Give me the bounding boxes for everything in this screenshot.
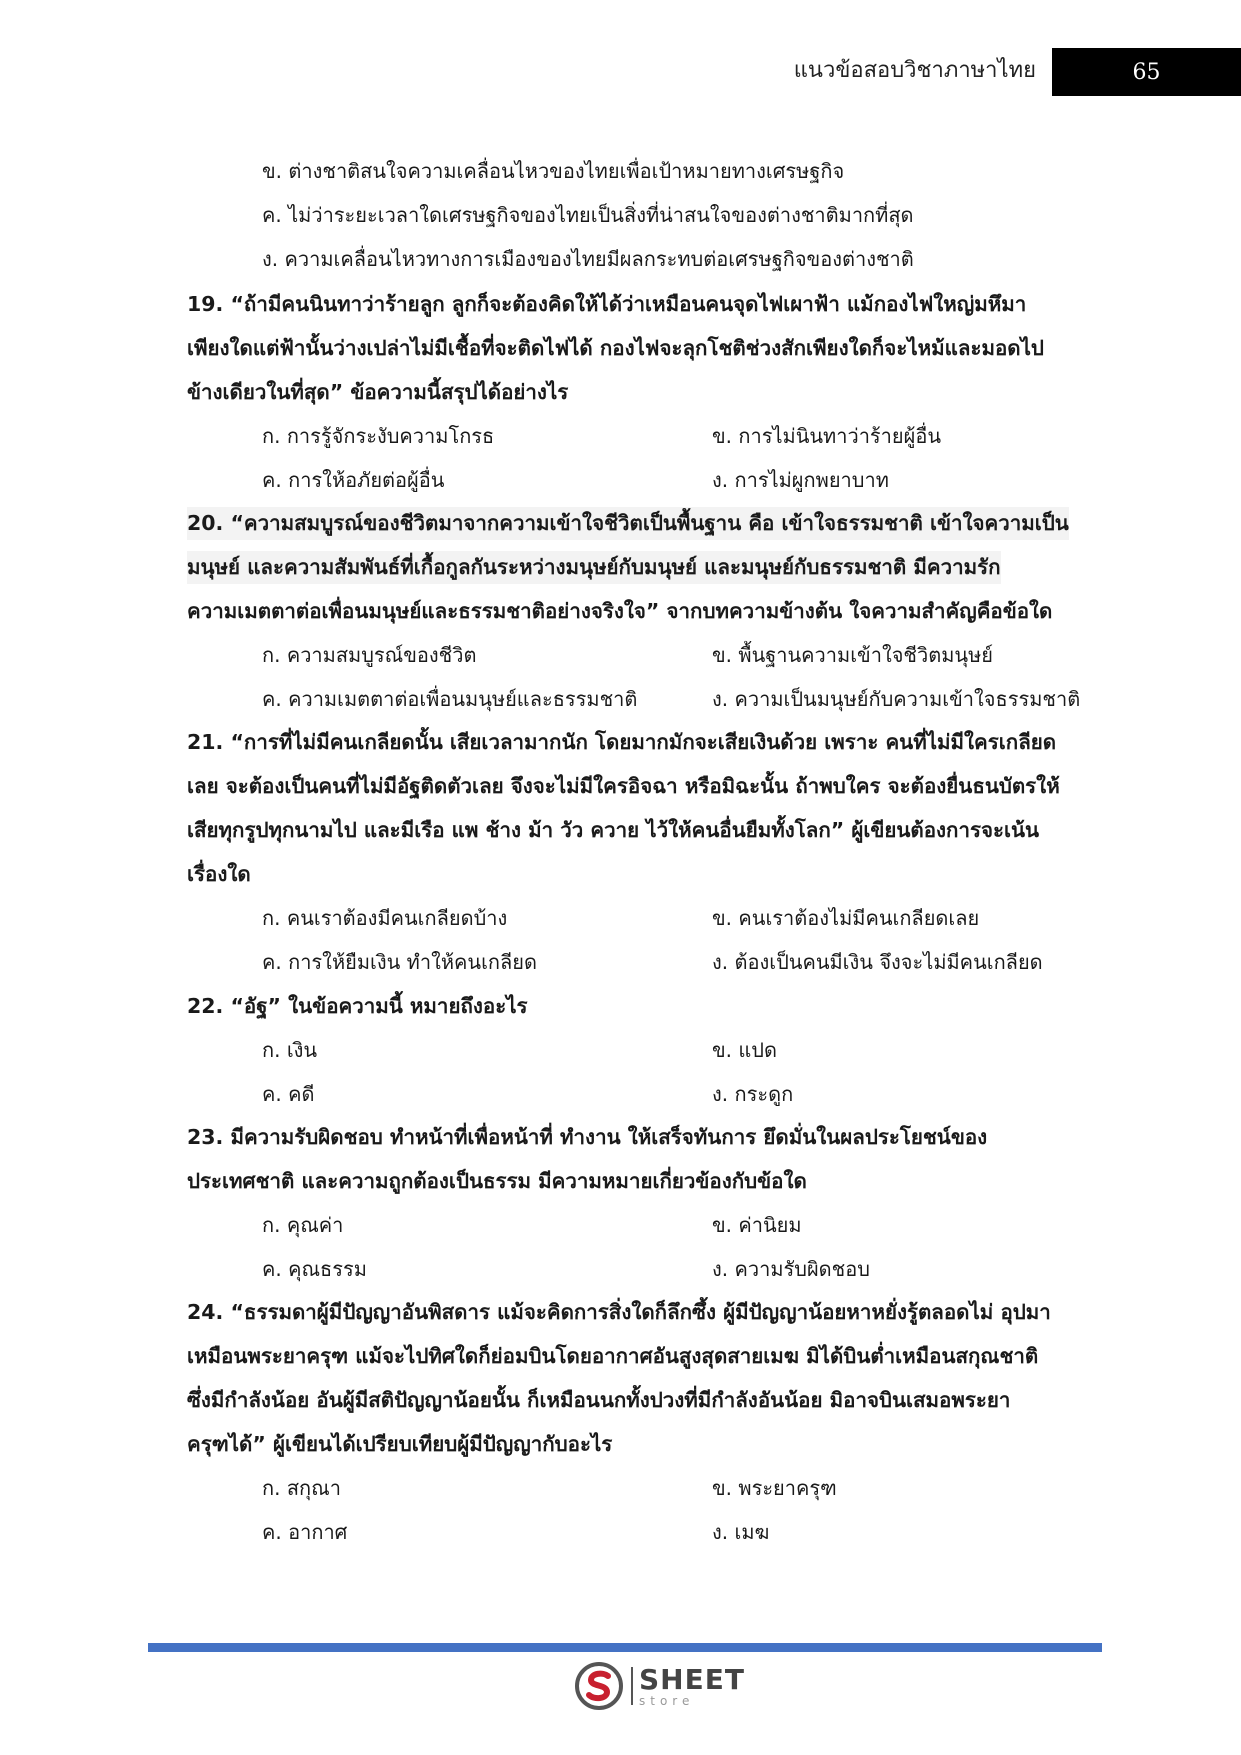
option-a: ก. สกุณา	[262, 1476, 341, 1500]
option-d: ง. การไม่ผูกพยาบาท	[712, 468, 889, 492]
question-line: ครุฑได้” ผู้เขียนได้เปรียบเทียบผู้มีปัญญากับอะไร	[187, 1432, 613, 1456]
question-line: เพียงใดแต่ฟ้านั้นว่างเปล่าไม่มีเชื้อที่จะติดไฟได้ กองไฟจะลุกโชติช่วงสักเพียงใดก็จะไหม้และมอดไป	[187, 336, 1044, 360]
page-number: 65	[1132, 59, 1161, 85]
option-b: ข. แปด	[712, 1038, 777, 1062]
option-c: ค. ความเมตตาต่อเพื่อนมนุษย์และธรรมชาติ	[262, 687, 638, 711]
logo-text	[639, 1662, 745, 1708]
option-c: ค. การให้อภัยต่อผู้อื่น	[262, 468, 445, 492]
option-d: ง. ความรับผิดชอบ	[712, 1257, 870, 1281]
question-line: เหมือนพระยาครุฑ แม้จะไปทิศใดก็ย่อมบินโดยอากาศอันสูงสุดสายเมฆ มิได้บินต่ำเหมือนสกุณชาติ	[187, 1344, 1039, 1368]
question-line: ซึ่งมีกำลังน้อย อันผู้มีสติปัญญาน้อยนั้น ก็เหมือนนกทั้งปวงที่มีกำลังอันน้อย มิอาจบินเสมอพระยา	[187, 1388, 1011, 1412]
option-d: ง. ความเป็นมนุษย์กับความเข้าใจธรรมชาติ	[712, 687, 1081, 711]
option-a: ก. ความสมบูรณ์ของชีวิต	[262, 643, 477, 667]
sheet-s-icon	[575, 1662, 623, 1710]
question-line: 23. มีความรับผิดชอบ ทำหน้าที่เพื่อหน้าที่ ทำงาน ให้เสร็จทันการ ยึดมั่นในผลประโยชน์ของ	[187, 1125, 988, 1149]
question-line: เรื่องใด	[187, 862, 251, 886]
option-c: ค. คดี	[262, 1082, 315, 1106]
option-a: ก. คุณค่า	[262, 1213, 344, 1237]
question-line: เสียทุกรูปทุกนามไป และมีเรือ แพ ช้าง ม้า วัว ควาย ไว้ให้คนอื่นยืมทั้งโลก” ผู้เขียนต้องการจะเน้น	[187, 818, 1040, 842]
option-b: ข. พระยาครุฑ	[712, 1476, 837, 1500]
logo-separator	[631, 1667, 633, 1705]
option-c: ค. คุณธรรม	[262, 1257, 367, 1281]
header-title: แนวข้อสอบวิชาภาษาไทย	[793, 58, 1036, 83]
question-line: ข้างเดียวในที่สุด” ข้อความนี้สรุปได้อย่างไร	[187, 380, 569, 404]
option-c: ค. การให้ยืมเงิน ทำให้คนเกลียด	[262, 950, 537, 974]
question-line: ประเทศชาติ และความถูกต้องเป็นธรรม มีความหมายเกี่ยวข้องกับข้อใด	[187, 1169, 807, 1193]
option-line: ข. ต่างชาติสนใจความเคลื่อนไหวของไทยเพื่อเป้าหมายทางเศรษฐกิจ	[262, 159, 845, 183]
option-d: ง. ต้องเป็นคนมีเงิน จึงจะไม่มีคนเกลียด	[712, 950, 1043, 974]
question-line: 24. “ธรรมดาผู้มีปัญญาอันพิสดาร แม้จะคิดการสิ่งใดก็ลึกซึ้ง ผู้มีปัญญาน้อยหาหยั่งรู้ตลอดไม่ อุปมา	[187, 1300, 1051, 1324]
option-a: ก. คนเราต้องมีคนเกลียดบ้าง	[262, 906, 508, 930]
sheet-store-logo	[575, 1662, 745, 1710]
question-line: 20. “ความสมบูรณ์ของชีวิตมาจากความเข้าใจชีวิตเป็นพื้นฐาน คือ เข้าใจธรรมชาติ เข้าใจความเป็น	[187, 507, 1069, 540]
question-line: เลย จะต้องเป็นคนที่ไม่มีอัฐติดตัวเลย จึงจะไม่มีใครอิจฉา หรือมิฉะนั้น ถ้าพบใคร จะต้องยื่นธนบัตรให้	[187, 774, 1060, 798]
option-d: ง. เมฆ	[712, 1520, 770, 1544]
page-number-box	[1052, 48, 1241, 96]
logo-sub-text: store	[639, 1693, 695, 1708]
question-line: ความเมตตาต่อเพื่อนมนุษย์และธรรมชาติอย่างจริงใจ” จากบทความข้างต้น ใจความสำคัญคือข้อใด	[187, 599, 1053, 623]
option-line: ง. ความเคลื่อนไหวทางการเมืองของไทยมีผลกระทบต่อเศรษฐกิจของต่างชาติ	[262, 247, 914, 271]
question-line: 22. “อัฐ” ในข้อความนี้ หมายถึงอะไร	[187, 994, 528, 1018]
option-d: ง. กระดูก	[712, 1082, 794, 1106]
question-line: 19. “ถ้ามีคนนินทาว่าร้ายลูก ลูกก็จะต้องคิดให้ได้ว่าเหมือนคนจุดไฟเผาฟ้า แม้กองไฟใหญ่มหึมา	[187, 292, 1027, 316]
option-b: ข. คนเราต้องไม่มีคนเกลียดเลย	[712, 906, 980, 930]
question-line: 21. “การที่ไม่มีคนเกลียดนั้น เสียเวลามากนัก โดยมากมักจะเสียเงินด้วย เพราะ คนที่ไม่มีใครเกลียด	[187, 730, 1057, 754]
option-b: ข. พื้นฐานความเข้าใจชีวิตมนุษย์	[712, 643, 993, 667]
option-line: ค. ไม่ว่าระยะเวลาใดเศรษฐกิจของไทยเป็นสิ่งที่น่าสนใจของต่างชาติมากที่สุด	[262, 203, 914, 227]
question-line: มนุษย์ และความสัมพันธ์ที่เกื้อกูลกันระหว่างมนุษย์กับมนุษย์ และมนุษย์กับธรรมชาติ มีความรัก	[187, 551, 1001, 584]
option-b: ข. การไม่นินทาว่าร้ายผู้อื่น	[712, 424, 942, 448]
option-a: ก. เงิน	[262, 1038, 318, 1062]
option-c: ค. อากาศ	[262, 1520, 348, 1544]
logo-main-text: SHEET	[639, 1662, 745, 1696]
option-b: ข. ค่านิยม	[712, 1213, 802, 1237]
option-a: ก. การรู้จักระงับความโกรธ	[262, 424, 495, 448]
footer-rule	[148, 1643, 1102, 1652]
